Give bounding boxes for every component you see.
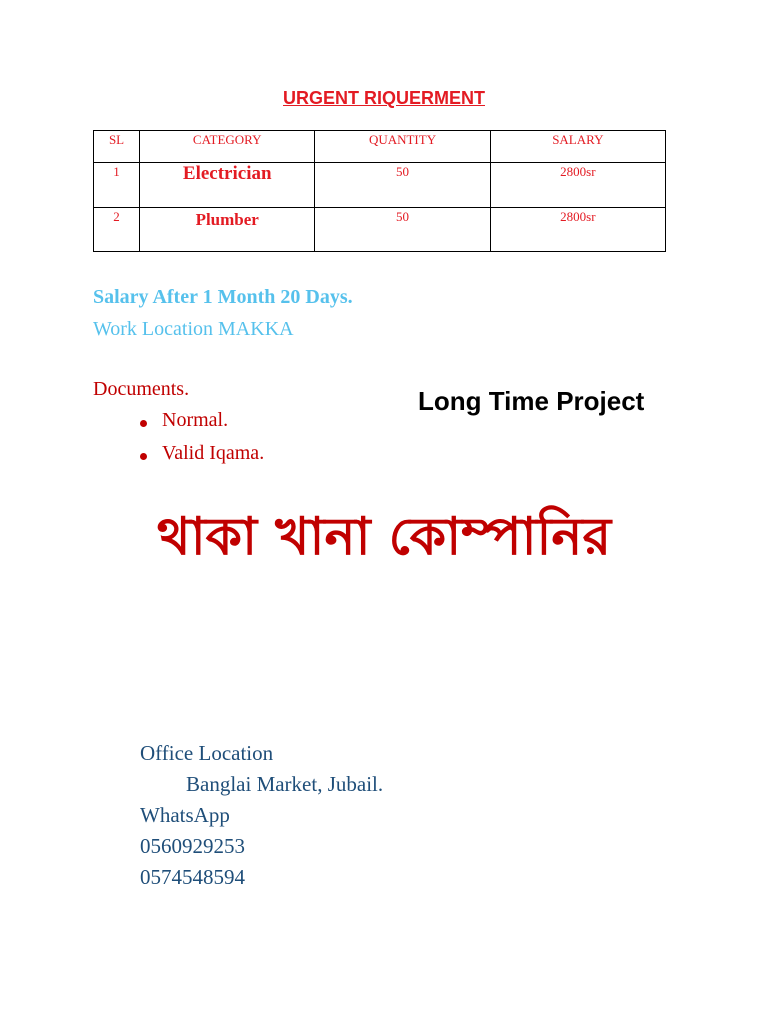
list-item-text: Valid Iqama. <box>162 442 265 464</box>
phone-number: 0574548594 <box>140 865 245 889</box>
cell-sl: 2 <box>94 208 140 252</box>
table-header-row <box>94 131 666 163</box>
bullet-icon <box>140 453 147 460</box>
phone-number: 0560929253 <box>140 834 245 858</box>
header-sl: SL <box>94 131 140 163</box>
project-note: Long Time Project <box>418 386 645 416</box>
table-row <box>94 163 666 208</box>
page-title: URGENT RIQUERMENT <box>283 88 485 108</box>
salary-note: Salary After 1 Month 20 Days. <box>93 286 353 308</box>
list-item <box>140 442 264 475</box>
list-item-text: Normal. <box>162 409 229 431</box>
cell-sl: 1 <box>94 163 140 208</box>
office-address: Banglai Market, Jubail. <box>186 772 384 796</box>
cell-quantity: 50 <box>315 163 490 208</box>
cell-salary: 2800sr <box>490 208 665 252</box>
bengali-note: থাকা খানা কোম্পানির <box>156 507 612 567</box>
office-location-label: Office Location <box>140 741 274 765</box>
cell-category: Electrician <box>140 163 315 208</box>
table-row <box>94 208 666 252</box>
header-category: CATEGORY <box>140 131 315 163</box>
bullet-icon <box>140 420 147 427</box>
documents-list <box>140 409 264 475</box>
documents-heading: Documents. <box>93 378 190 400</box>
header-quantity: QUANTITY <box>315 131 490 163</box>
cell-category: Plumber <box>140 208 315 252</box>
cell-quantity: 50 <box>315 208 490 252</box>
list-item <box>140 409 264 442</box>
job-table <box>93 130 666 252</box>
cell-salary: 2800sr <box>490 163 665 208</box>
whatsapp-label: WhatsApp <box>140 803 230 827</box>
header-salary: SALARY <box>490 131 665 163</box>
work-location: Work Location MAKKA <box>93 318 294 340</box>
